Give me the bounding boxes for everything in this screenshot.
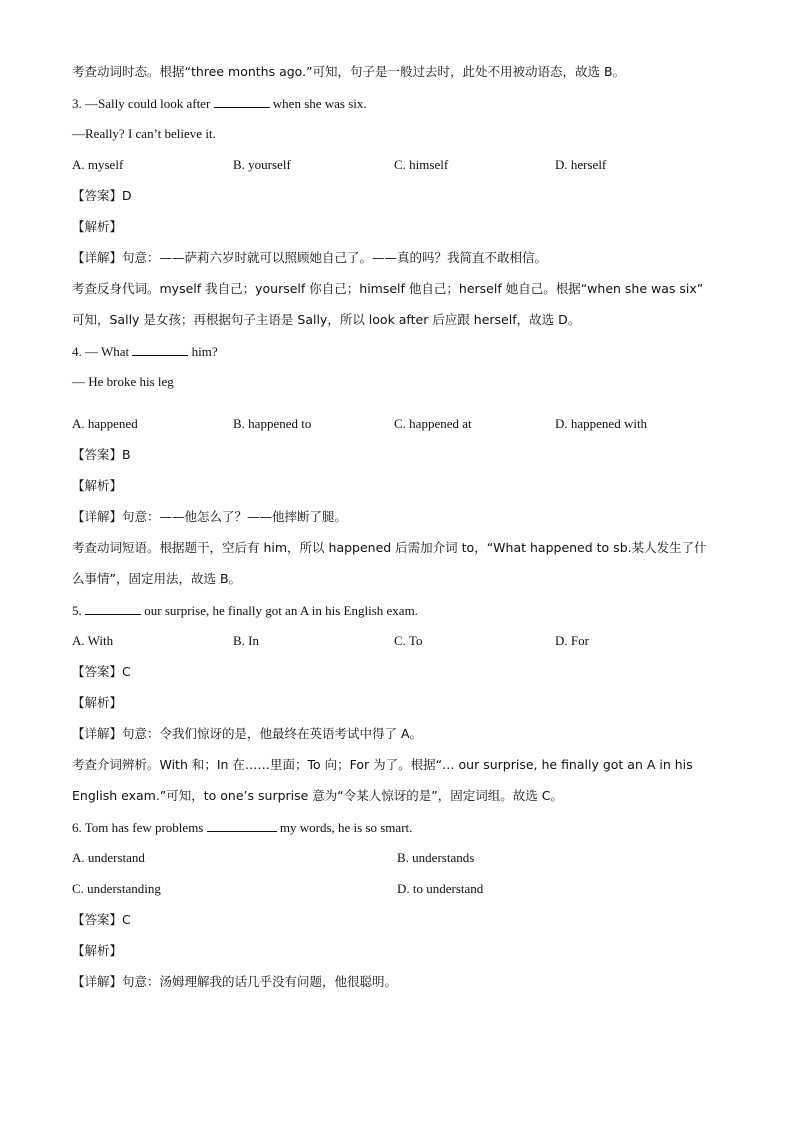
question-5-stem-pre: 5. — [72, 603, 82, 618]
option-b: B. happened to — [233, 416, 312, 431]
question-4-stem-post: him? — [191, 344, 218, 359]
explanation-line: 考查动词短语。根据题干，空后有 him，所以 happened 后需加介词 to，“What happened to sb.某人发生了什 — [72, 540, 707, 555]
option-d: D. happened with — [555, 416, 648, 431]
question-3-stem-post: when she was six. — [272, 96, 367, 111]
question-3-reply: —Really? I can’t believe it. — [72, 126, 216, 141]
option-b: B. yourself — [233, 157, 291, 172]
question-5 — [72, 600, 732, 631]
answer-blank — [132, 341, 188, 356]
answer-label: 【答案】B — [72, 447, 131, 462]
explanation-line: 考查动词时态。根据“three months ago.”可知，句子是一般过去时，此处不用被动语态，故选 B。 — [72, 64, 626, 79]
question-3-options — [72, 155, 732, 186]
analysis-label: 【解析】 — [72, 695, 123, 710]
option-d: D. For — [555, 633, 589, 648]
document-page — [72, 62, 732, 1003]
question-6-options-row-1 — [72, 848, 732, 879]
question-4-options — [72, 414, 732, 445]
question-4-reply: — He broke his leg — [72, 374, 174, 389]
detail-line: 【详解】句意：令我们惊讶的是，他最终在英语考试中得了 A。 — [72, 726, 423, 741]
question-6-options-row-2 — [72, 879, 732, 910]
explanation-line: 考查介词辨析。With 和；In 在……里面；To 向；For 为了。根据“… our surprise, he finally got an A in his — [72, 757, 693, 772]
question-6 — [72, 817, 732, 848]
explanation-line: 可知，Sally 是女孩；再根据句子主语是 Sally，所以 look after 后应跟 herself，故选 D。 — [72, 312, 581, 327]
analysis-label: 【解析】 — [72, 943, 123, 958]
question-5-stem-post: our surprise, he finally got an A in his English exam. — [144, 603, 418, 618]
question-4 — [72, 341, 732, 372]
question-3-stem-pre: 3. —Sally could look after — [72, 96, 211, 111]
option-b: B. understands — [397, 850, 475, 865]
option-c: C. happened at — [394, 416, 472, 431]
detail-line: 【详解】句意：汤姆理解我的话几乎没有问题，他很聪明。 — [72, 974, 398, 989]
option-c: C. understanding — [72, 881, 161, 896]
answer-blank — [214, 93, 270, 108]
option-b: B. In — [233, 633, 259, 648]
detail-line: 【详解】句意：——他怎么了？——他摔断了腿。 — [72, 509, 348, 524]
answer-label: 【答案】C — [72, 912, 131, 927]
question-6-stem-post: my words, he is so smart. — [279, 820, 413, 835]
analysis-label: 【解析】 — [72, 219, 123, 234]
option-a: A. With — [72, 633, 114, 648]
answer-blank — [85, 600, 141, 615]
option-a: A. myself — [72, 157, 124, 172]
answer-blank — [207, 817, 277, 832]
question-3 — [72, 93, 732, 124]
explanation-line: English exam.”可知，to one’s surprise 意为“令某人惊讶的是”，固定词组。故选 C。 — [72, 788, 563, 803]
option-d: D. to understand — [397, 881, 484, 896]
answer-label: 【答案】D — [72, 188, 132, 203]
question-5-options — [72, 631, 732, 662]
question-4-stem-pre: 4. — What — [72, 344, 130, 359]
option-d: D. herself — [555, 157, 607, 172]
option-c: C. himself — [394, 157, 449, 172]
option-a: A. happened — [72, 416, 138, 431]
question-6-stem-pre: 6. Tom has few problems — [72, 820, 204, 835]
analysis-label: 【解析】 — [72, 478, 123, 493]
explanation-line: 考查反身代词。myself 我自己；yourself 你自己；himself 他自己；herself 她自己。根据“when she was six” — [72, 281, 704, 296]
option-c: C. To — [394, 633, 423, 648]
explanation-line: 么事情”，固定用法，故选 B。 — [72, 571, 242, 586]
answer-label: 【答案】C — [72, 664, 131, 679]
option-a: A. understand — [72, 850, 145, 865]
detail-line: 【详解】句意：——萨莉六岁时就可以照顾她自己了。——真的吗？我简直不敢相信。 — [72, 250, 548, 265]
